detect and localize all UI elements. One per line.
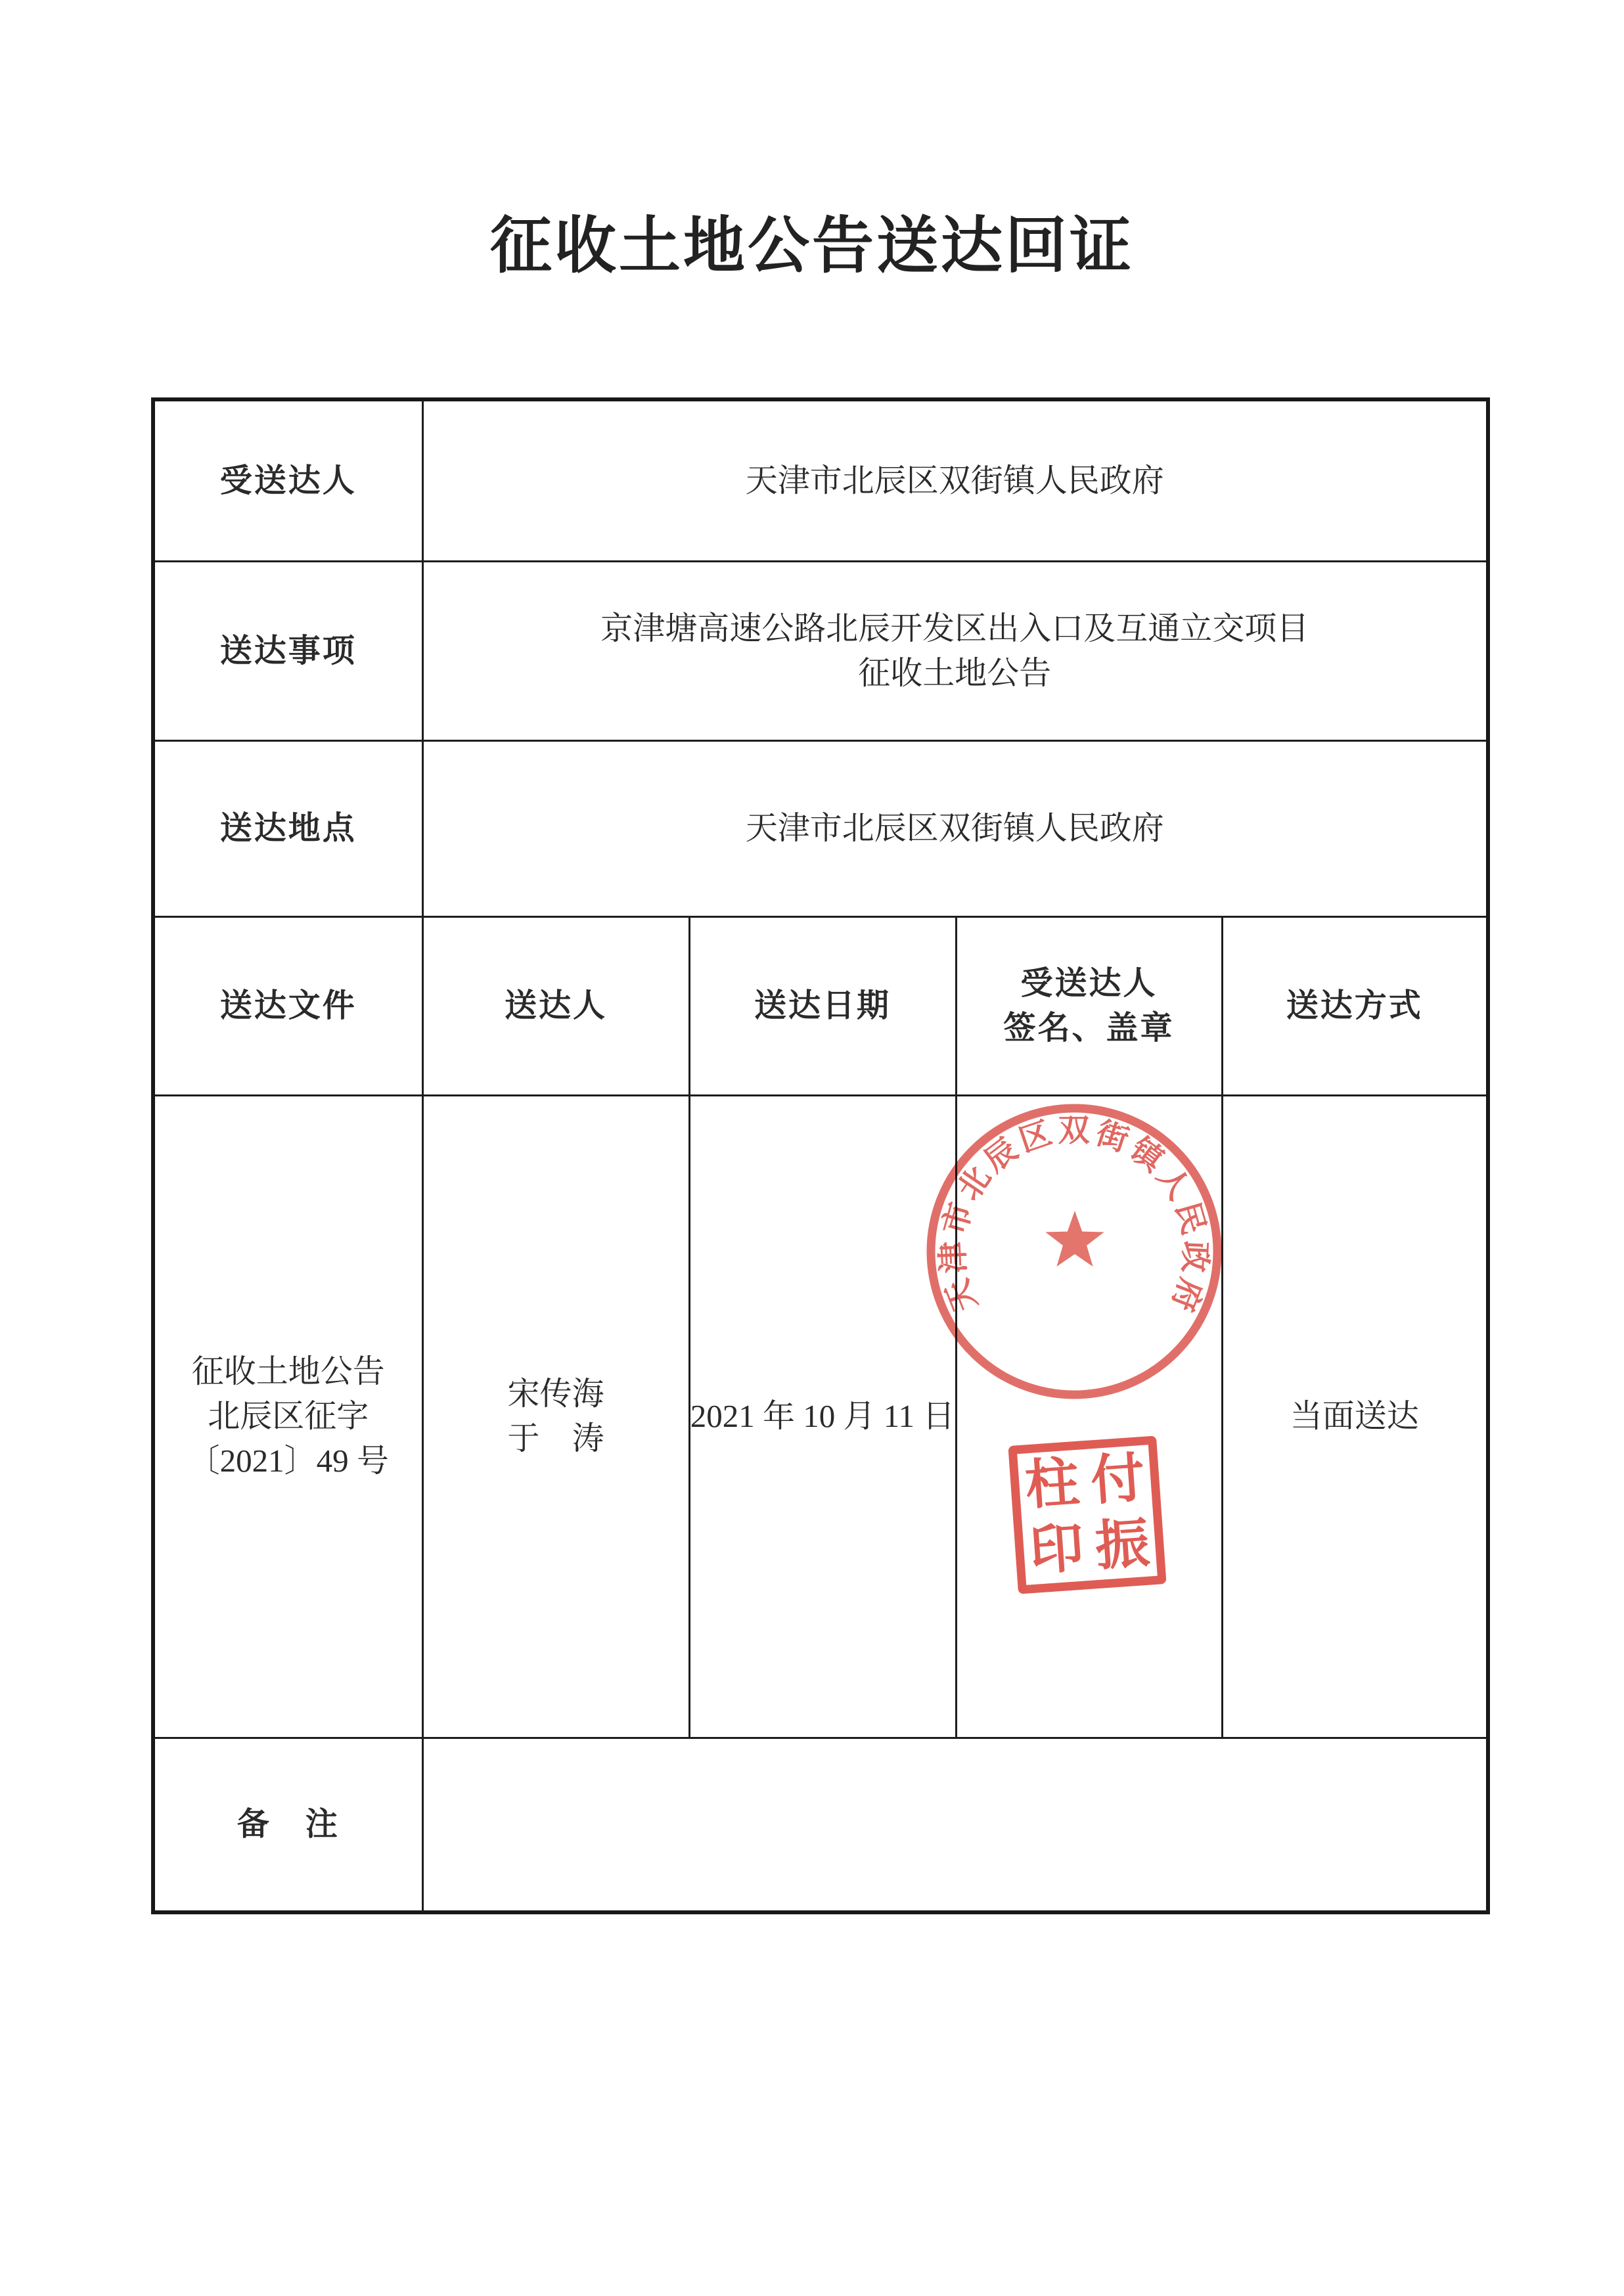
- delivery-date-cell: 2021 年 10 月 11 日: [689, 1095, 956, 1738]
- matter-row: [153, 561, 1488, 740]
- matter-value-cell: [422, 561, 1488, 740]
- remarks-label-cell: 备 注: [153, 1738, 422, 1912]
- record-row: [153, 1095, 1488, 1738]
- receipt-table: [151, 397, 1490, 1914]
- name-seal-char-top-right: 付: [1089, 1447, 1147, 1512]
- delivery-receipt-table: [151, 397, 1486, 1914]
- server-name2: 于 涛: [507, 1420, 604, 1456]
- matter-value-line1: 京津塘高速公路北辰开发区出入口及互通立交项目: [600, 610, 1309, 646]
- location-row: [153, 740, 1488, 916]
- header-date-cell: 送达日期: [689, 916, 956, 1095]
- columns-header-row: [153, 916, 1488, 1095]
- document-number-cell: [153, 1095, 422, 1738]
- name-seal-char-bottom-right: 振: [1093, 1513, 1152, 1577]
- header-method-cell: 送达方式: [1222, 916, 1488, 1095]
- delivery-method-cell: 当面送达: [1222, 1095, 1488, 1738]
- location-label-cell: 送达地点: [153, 740, 422, 916]
- remarks-row: [153, 1738, 1488, 1912]
- recipient-label-cell: 受送达人: [153, 399, 422, 561]
- matter-label-cell: 送达事项: [153, 561, 422, 740]
- server-names-cell: [422, 1095, 689, 1738]
- header-document-cell: 送达文件: [153, 916, 422, 1095]
- header-sign-line1: 受送达人: [1020, 965, 1158, 1001]
- header-sign-cell: [956, 916, 1222, 1095]
- page-title: 征收土地公告送达回证: [489, 211, 1134, 280]
- name-seal-char-top-left: 柱: [1023, 1452, 1081, 1516]
- remarks-value-cell: [422, 1738, 1488, 1912]
- header-server-cell: 送达人: [422, 916, 689, 1095]
- location-value-cell: 天津市北辰区双街镇人民政府: [422, 740, 1488, 916]
- name-seal-char-bottom-left: 印: [1027, 1518, 1086, 1582]
- document-line3: 〔2021〕49 号: [187, 1443, 389, 1479]
- header-sign-line2: 签名、盖章: [1003, 1010, 1175, 1046]
- round-seal-text: 天津市北辰区双街镇人民政府: [936, 1113, 1213, 1317]
- server-name1: 宋传海: [507, 1376, 604, 1412]
- signature-seal-cell: [956, 1095, 1222, 1738]
- document-line2: 北辰区征字: [208, 1398, 369, 1434]
- recipient-row: [153, 399, 1488, 561]
- document-line1: 征收土地公告: [191, 1353, 385, 1389]
- recipient-value-cell: 天津市北辰区双街镇人民政府: [422, 399, 1488, 561]
- matter-value-line2: 征收土地公告: [858, 654, 1052, 691]
